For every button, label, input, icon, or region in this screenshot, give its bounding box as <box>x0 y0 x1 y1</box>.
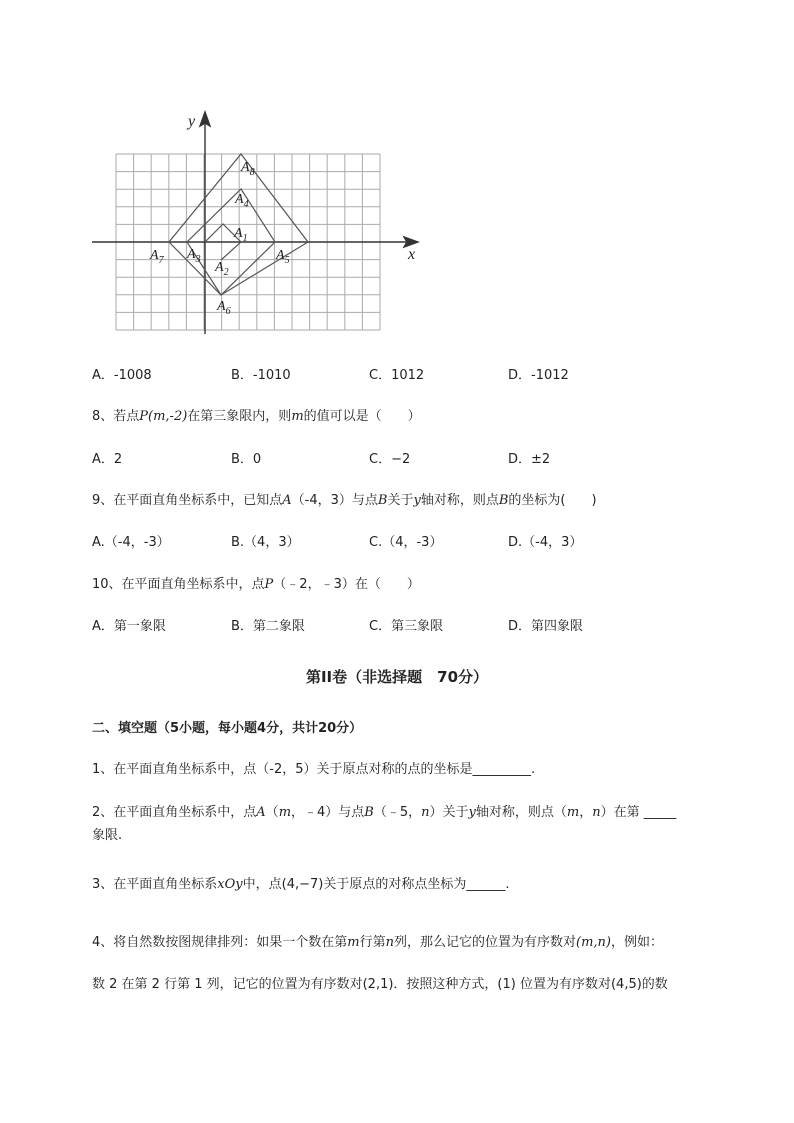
label-a7: $A_7$ <box>150 248 164 266</box>
option-d[interactable]: D.（-4，3） <box>508 535 583 550</box>
x-axis-label: x <box>408 246 416 263</box>
axes <box>92 112 418 334</box>
option-c[interactable]: C.（4，-3） <box>369 535 443 550</box>
option-b[interactable]: B．第二象限 <box>231 619 305 634</box>
label-a8: $A_8$ <box>241 160 255 178</box>
option-d[interactable]: D．±2 <box>508 452 551 467</box>
option-c[interactable]: C．1012 <box>369 368 425 383</box>
section-title: 第II卷（非选择题 70分） <box>305 668 489 686</box>
option-d[interactable]: D．-1012 <box>508 368 569 383</box>
label-a1: $A_1$ <box>234 226 248 244</box>
fill-question-4: 4、将自然数按图规律排列：如果一个数在第m行第n列，那么记它的位置为有序数对(m,n)，例如： <box>92 935 664 950</box>
option-c[interactable]: C．−2 <box>369 452 411 467</box>
label-a4: $A_4$ <box>235 192 249 210</box>
option-a[interactable]: A．2 <box>92 452 123 467</box>
option-b[interactable]: B.（4，3） <box>231 535 300 550</box>
label-a2: $A_2$ <box>215 260 229 278</box>
question-8: 8、若点P(m,-2)在第三象限内，则m的值可以是（ ） <box>92 409 421 424</box>
question-9: 9、在平面直角坐标系中，已知点A（-4，3）与点B关于y轴对称，则点B的坐标为( ) <box>92 493 597 508</box>
fill-question-3: 3、在平面直角坐标系xOy中，点(4,−7)关于原点的对称点坐标为______. <box>92 877 510 892</box>
label-a6: $A_6$ <box>217 299 231 317</box>
label-a5: $A_5$ <box>276 248 290 266</box>
label-a3: $A_3$ <box>187 247 201 265</box>
y-axis-label: y <box>188 113 196 130</box>
option-a[interactable]: A．第一象限 <box>92 619 166 634</box>
option-b[interactable]: B．-1010 <box>231 368 291 383</box>
fill-question-2: 2、在平面直角坐标系中，点A（m，﹣4）与点B（﹣5，n）关于y轴对称，则点（m，n）在第 _____ <box>92 805 677 820</box>
option-a[interactable]: A.（-4，-3） <box>92 535 170 550</box>
coordinate-figure <box>86 104 426 340</box>
option-a[interactable]: A．-1008 <box>92 368 152 383</box>
question-10: 10、在平面直角坐标系中，点P（﹣2，﹣3）在（ ） <box>92 577 420 592</box>
option-b[interactable]: B．0 <box>231 452 262 467</box>
fill-question-1: 1、在平面直角坐标系中，点（-2，5）关于原点对称的点的坐标是_________. <box>92 762 536 777</box>
option-c[interactable]: C．第三象限 <box>369 619 444 634</box>
fill-in-heading: 二、填空题（5小题，每小题4分，共计20分） <box>92 721 363 736</box>
option-d[interactable]: D．第四象限 <box>508 619 584 634</box>
fill-question-4-line2: 数 2 在第 2 行第 1 列，记它的位置为有序数对(2,1)．按照这种方式，(1) 位置为有序数对(4,5)的数 <box>92 977 668 992</box>
fill-question-2-line2: 象限. <box>92 828 123 843</box>
